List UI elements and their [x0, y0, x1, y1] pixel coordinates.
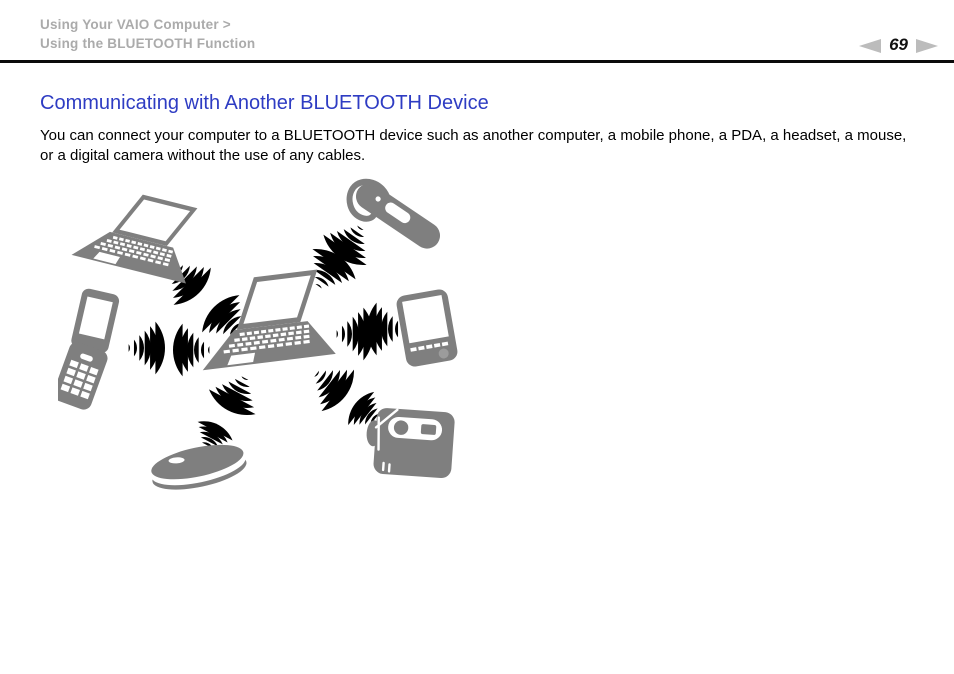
next-page-triangle[interactable]	[916, 39, 938, 53]
page-title: Communicating with Another BLUETOOTH Device	[40, 92, 489, 114]
mobile-phone	[58, 287, 120, 411]
laptop-computer	[72, 181, 205, 283]
header-rule	[0, 60, 954, 63]
next-page-icon[interactable]	[916, 39, 938, 53]
page-number: 69	[889, 35, 908, 54]
body-text: You can connect your computer to a BLUETOOTH device such as another computer, a mobile phone, a PDA, a headset, a mouse, or a digital camera without the use of any cables.	[40, 127, 907, 164]
breadcrumb	[40, 15, 255, 53]
wireless-mouse	[147, 438, 249, 497]
pda	[395, 288, 459, 368]
bluetooth-headset	[350, 178, 446, 253]
page-navigation	[859, 36, 938, 56]
previous-page-triangle[interactable]	[859, 39, 881, 53]
bluetooth-illustration	[58, 168, 478, 508]
previous-page-icon[interactable]	[859, 39, 881, 53]
breadcrumb-line-2: Using the BLUETOOTH Function	[40, 36, 256, 51]
breadcrumb-line-1: Using Your VAIO Computer >	[40, 17, 231, 32]
digital-camera	[364, 407, 455, 479]
